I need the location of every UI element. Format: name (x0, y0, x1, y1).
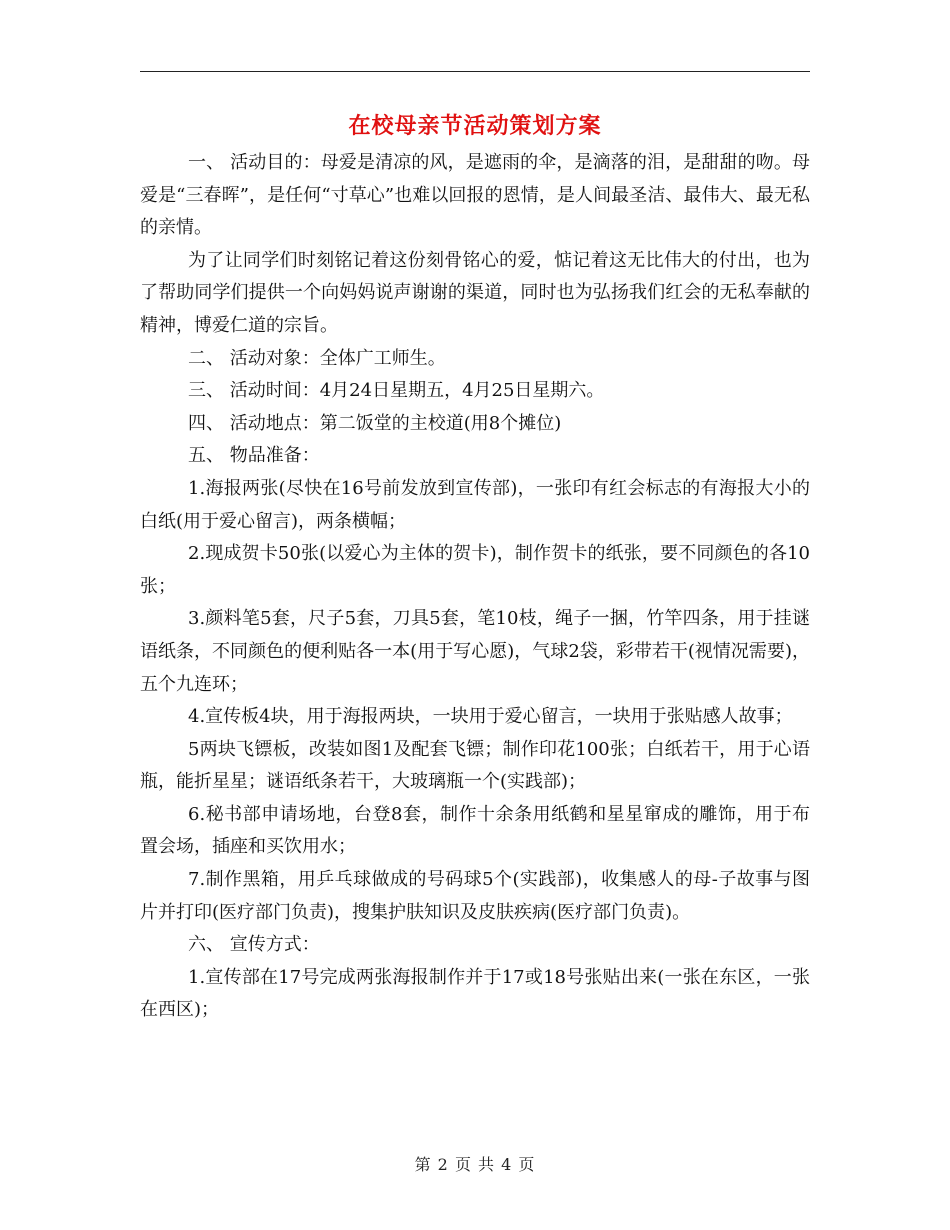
paragraph-materials-item-5: 5两块飞镖板，改装如图1及配套飞镖；制作印花100张；白纸若干，用于心语瓶，能折星星；谜语纸条若干，大玻璃瓶一个(实践部)； (140, 738, 810, 793)
paragraph-purpose: 一、 活动目的：母爱是清凉的风，是遮雨的伞，是滴落的泪，是甜甜的吻。母爱是“三春晖”，是任何“寸草心”也难以回报的恩情，是人间最圣洁、最伟大、最无私的亲情。 (140, 152, 810, 239)
paragraph-purpose-detail: 为了让同学们时刻铭记着这份刻骨铭心的爱，惦记着这无比伟大的付出，也为了帮助同学们提供一个向妈妈说声谢谢的渠道，同时也为弘扬我们红会的无私奉献的精神，博爱仁道的宗旨。 (140, 249, 810, 336)
paragraph-materials-heading: 五、 物品准备： (188, 445, 320, 467)
paragraph-materials-item-3: 3.颜料笔5套，尺子5套，刀具5套，笔10枝，绳子一捆，竹竿四条，用于挂谜语纸条，不同颜色的便利贴各一本(用于写心愿)，气球2袋，彩带若干(视情况需要)，五个九连环； (140, 608, 810, 695)
document-body (140, 147, 810, 1027)
document-title: 在校母亲节活动策划方案 (348, 113, 602, 139)
page-number: 第 2 页 共 4 页 (414, 1155, 536, 1174)
paragraph-materials-item-2: 2.现成贺卡50张(以爱心为主体的贺卡)，制作贺卡的纸张，要不同颜色的各10张； (140, 543, 810, 597)
paragraph-publicity-heading: 六、 宣传方式： (188, 934, 320, 956)
paragraph-time: 三、 活动时间：4月24日星期五，4月25日星期六。 (188, 380, 605, 402)
paragraph-materials-item-1: 1.海报两张(尽快在16号前发放到宣传部)，一张印有红会标志的有海报大小的白纸(用于爱心留言)，两条横幅； (140, 477, 810, 532)
paragraph-materials-item-7: 7.制作黑箱，用乒乓球做成的号码球5个(实践部)，收集感人的母-子故事与图片并打印(医疗部门负责)，搜集护肤知识及皮肤疾病(医疗部门负责)。 (140, 869, 810, 923)
paragraph-audience: 二、 活动对象：全体广工师生。 (188, 347, 446, 369)
paragraph-publicity-item-1: 1.宣传部在17号完成两张海报制作并于17或18号张贴出来(一张在东区，一张在西区)； (140, 966, 810, 1021)
paragraph-materials-item-6: 6.秘书部申请场地，台登8套，制作十余条用纸鹤和星星窜成的雕饰，用于布置会场，插座和买饮用水； (140, 803, 810, 858)
paragraph-location: 四、 活动地点：第二饭堂的主校道(用8个摊位) (188, 412, 562, 434)
paragraph-materials-item-4: 4.宣传板4块，用于海报两块，一块用于爱心留言，一块用于张贴感人故事； (188, 706, 793, 728)
header-rule (140, 71, 810, 72)
